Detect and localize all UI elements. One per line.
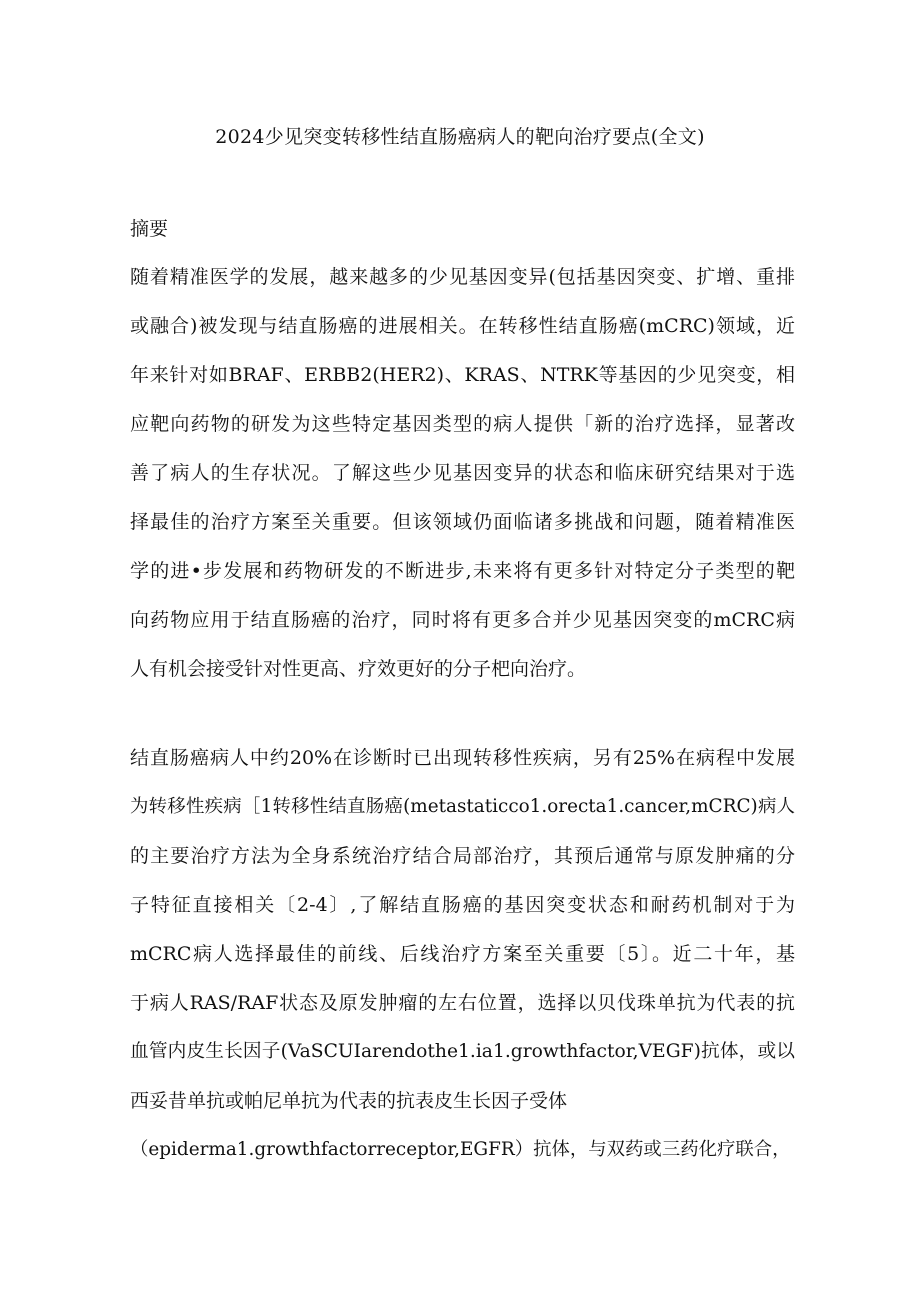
paragraph-2-line: 西妥昔单抗或帕尼单抗为代表的抗表皮生长因子受体 bbox=[130, 1090, 568, 1112]
paragraph-2-line: （epiderma1.growthfactorreceptor,EGFR）抗体，与双药或三药化疗联合， bbox=[130, 1139, 791, 1160]
paragraph-1-line: 向药物应用于结直肠癌的治疗，同时将有更多合并少见基因突变的mCRC病 bbox=[130, 609, 795, 631]
paragraph-2-line: 于病人RAS/RAF状态及原发肿瘤的左右位置，选择以贝伐珠单抗为代表的抗 bbox=[130, 992, 795, 1014]
document-title: 2024少见突变转移性结直肠癌病人的靶向治疗要点(全文) bbox=[215, 126, 705, 148]
paragraph-2-line: 的主要治疗方法为全身系统治疗结合局部治疗，其预后通常与原发肿痛的分 bbox=[130, 845, 795, 867]
paragraph-1-line: 择最佳的治疗方案至关重要。但该领域仍面临诸多挑战和问题，随着精准医 bbox=[130, 511, 795, 533]
paragraph-2-line: 子特征直接相关〔2-4〕,了解结直肠癌的基因突变状态和耐药机制对于为 bbox=[130, 894, 795, 916]
abstract-heading: 摘要 bbox=[130, 218, 169, 240]
paragraph-1-line: 年来针对如BRAF、ERBB2(HER2)、KRAS、NTRK等基因的少见突变，相 bbox=[130, 364, 795, 386]
paragraph-1-line: 或融合)被发现与结直肠癌的进展相关。在转移性结直肠癌(mCRC)领域，近 bbox=[130, 315, 795, 337]
paragraph-1-line: 善了病人的生存状况。了解这些少见基因变异的状态和临床研究结果对于选 bbox=[130, 462, 795, 484]
paragraph-1-line: 学的进•步发展和药物研发的不断进步,未来将有更多针对特定分子类型的靶 bbox=[130, 560, 795, 582]
paragraph-2-line: 为转移性疾病［1转移性结直肠癌(metastaticco1.orecta1.cancer,mCRC)病人 bbox=[130, 796, 795, 817]
paragraph-2-line: 结直肠癌病人中约20%在诊断时已出现转移性疾病，另有25%在病程中发展 bbox=[130, 747, 795, 769]
paragraph-2-line: 血管内皮生长因子(VaSCUIarendothe1.ia1.growthfactor,VEGF)抗体，或以 bbox=[130, 1041, 795, 1062]
paragraph-1-line: 随着精准医学的发展，越来越多的少见基因变异(包括基因突变、扩增、重排 bbox=[130, 266, 795, 288]
paragraph-1-line: 应靶向药物的研发为这些特定基因类型的病人提供「新的治疗选择，显著改 bbox=[130, 413, 795, 435]
paragraph-1-line: 人有机会接受针对性更高、疗效更好的分子杷向治疗。 bbox=[130, 658, 587, 680]
paragraph-2-line: mCRC病人选择最佳的前线、后线治疗方案至关重要〔5〕。近二十年，基 bbox=[130, 943, 795, 965]
